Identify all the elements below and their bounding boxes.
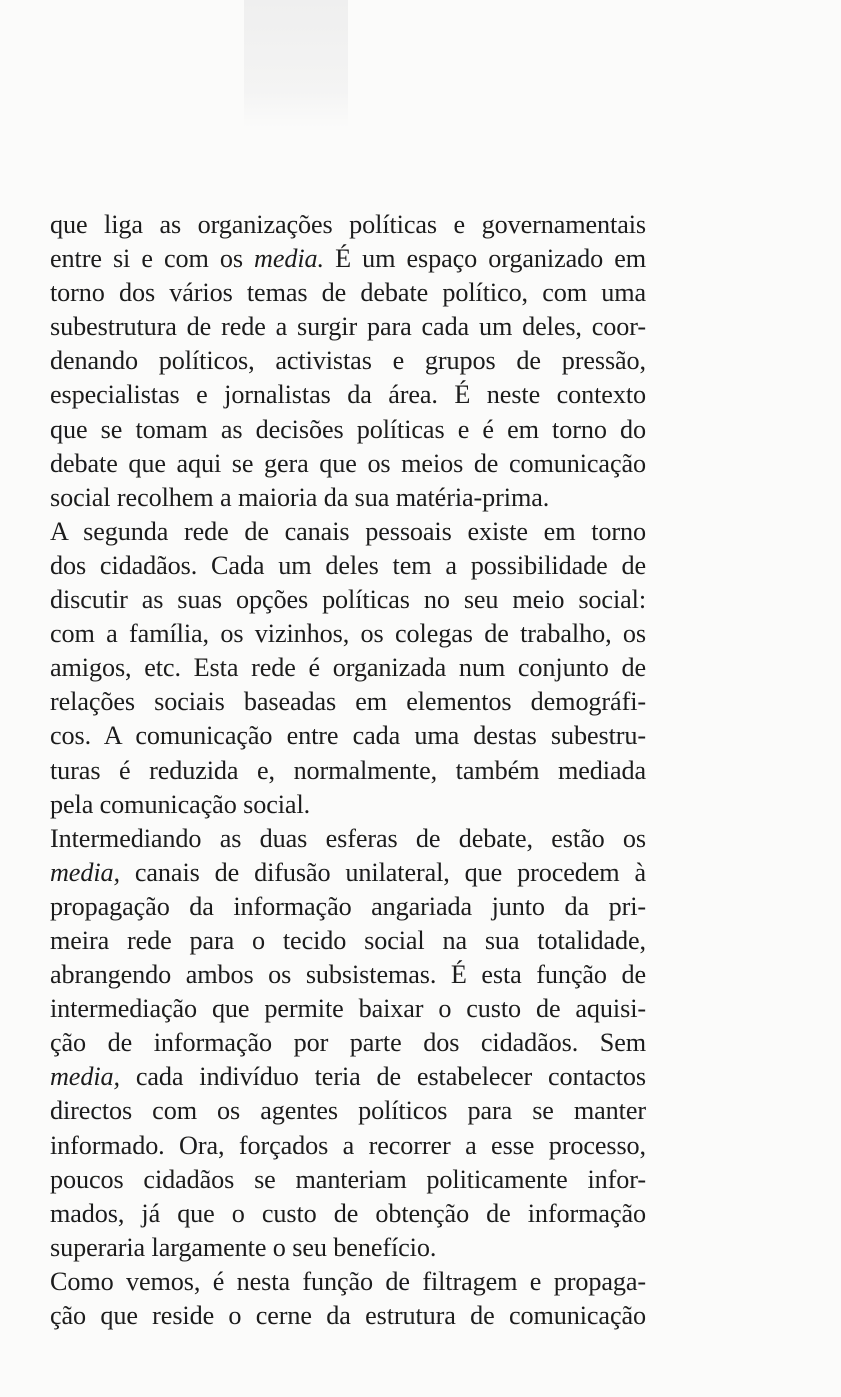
- text-line: [50, 890, 646, 924]
- text-line: [50, 481, 646, 515]
- text-line: [50, 856, 646, 890]
- text-line: [50, 719, 646, 753]
- text-line: [50, 822, 646, 856]
- page-body-text: [50, 208, 646, 1333]
- text-segment: intermediação que permite baixar o custo de aquisi-: [50, 994, 646, 1024]
- text-line: [50, 651, 646, 685]
- text-segment: turas é reduzida e, normalmente, também mediada: [50, 755, 646, 785]
- text-segment: directos com os agentes políticos para se manter: [50, 1096, 646, 1126]
- text-segment: discutir as suas opções políticas no seu meio social:: [50, 585, 646, 615]
- text-line: [50, 1129, 646, 1163]
- text-segment: cada indivíduo teria de estabelecer contactos: [119, 1062, 646, 1092]
- text-segment: A segunda rede de canais pessoais existe em torno: [50, 516, 646, 546]
- text-line: [50, 413, 646, 447]
- text-segment: com a família, os vizinhos, os colegas de trabalho, os: [50, 619, 646, 649]
- text-segment: relações sociais baseadas em elementos demográfi-: [50, 687, 646, 717]
- text-line: [50, 754, 646, 788]
- italic-term: media,: [50, 1062, 120, 1092]
- text-segment: Intermediando as duas esferas de debate, estão os: [50, 823, 646, 853]
- text-segment: subestrutura de rede a surgir para cada um deles, coor-: [50, 312, 646, 342]
- text-line: [50, 242, 646, 276]
- text-segment: ção que reside o cerne da estrutura de comunicação: [50, 1301, 646, 1330]
- text-line: [50, 617, 646, 651]
- text-segment: cos. A comunicação entre cada uma destas subestru-: [50, 721, 646, 751]
- text-segment: debate que aqui se gera que os meios de comunicação: [50, 448, 646, 478]
- text-line: [50, 549, 646, 583]
- text-segment: mados, já que o custo de obtenção de informação: [50, 1198, 646, 1228]
- text-segment: torno dos vários temas de debate político, com uma: [50, 278, 646, 308]
- text-line: [50, 788, 646, 822]
- text-segment: dos cidadãos. Cada um deles tem a possibilidade de: [50, 550, 646, 580]
- text-segment: abrangendo ambos os subsistemas. É esta função de: [50, 960, 646, 990]
- text-line: [50, 1299, 646, 1333]
- text-line: [50, 208, 646, 242]
- text-line: [50, 515, 646, 549]
- text-line: [50, 1060, 646, 1094]
- text-segment: poucos cidadãos se manteriam politicamente infor-: [50, 1164, 646, 1194]
- text-segment: especialistas e jornalistas da área. É neste contexto: [50, 380, 646, 410]
- text-line: [50, 1197, 646, 1231]
- text-line: [50, 1094, 646, 1128]
- text-segment: ção de informação por parte dos cidadãos. Sem: [50, 1028, 646, 1058]
- text-segment: denando políticos, activistas e grupos de pressão,: [50, 346, 646, 376]
- text-line: [50, 924, 646, 958]
- text-line: [50, 685, 646, 719]
- text-segment: pela comunicação social.: [50, 789, 311, 819]
- italic-term: media.: [254, 244, 324, 274]
- text-line: [50, 1163, 646, 1197]
- text-line: [50, 310, 646, 344]
- text-line: [50, 276, 646, 310]
- text-line: [50, 1231, 646, 1265]
- text-line: [50, 583, 646, 617]
- text-segment: amigos, etc. Esta rede é organizada num conjunto de: [50, 653, 646, 683]
- text-segment: propagação da informação angariada junto da pri-: [50, 891, 646, 921]
- text-line: [50, 344, 646, 378]
- text-segment: superaria largamente o seu benefício.: [50, 1232, 437, 1262]
- text-segment: que se tomam as decisões políticas e é em torno do: [50, 414, 646, 444]
- text-segment: que liga as organizações políticas e governamentais: [50, 210, 646, 239]
- text-line: [50, 992, 646, 1026]
- text-line: [50, 958, 646, 992]
- text-segment: canais de difusão unilateral, que procedem à: [119, 857, 646, 887]
- text-line: [50, 1026, 646, 1060]
- text-line: [50, 1265, 646, 1299]
- text-segment: social recolhem a maioria da sua matéria-prima.: [50, 482, 550, 512]
- italic-term: media,: [50, 857, 120, 887]
- text-segment: meira rede para o tecido social na sua totalidade,: [50, 925, 646, 955]
- text-segment: Como vemos, é nesta função de filtragem e propaga-: [50, 1266, 646, 1296]
- text-segment: É um espaço organizado em: [324, 244, 647, 274]
- text-line: [50, 378, 646, 412]
- text-line: [50, 447, 646, 481]
- text-segment: entre si e com os: [50, 244, 255, 274]
- scan-smudge: [244, 0, 348, 128]
- text-segment: informado. Ora, forçados a recorrer a esse processo,: [50, 1130, 646, 1160]
